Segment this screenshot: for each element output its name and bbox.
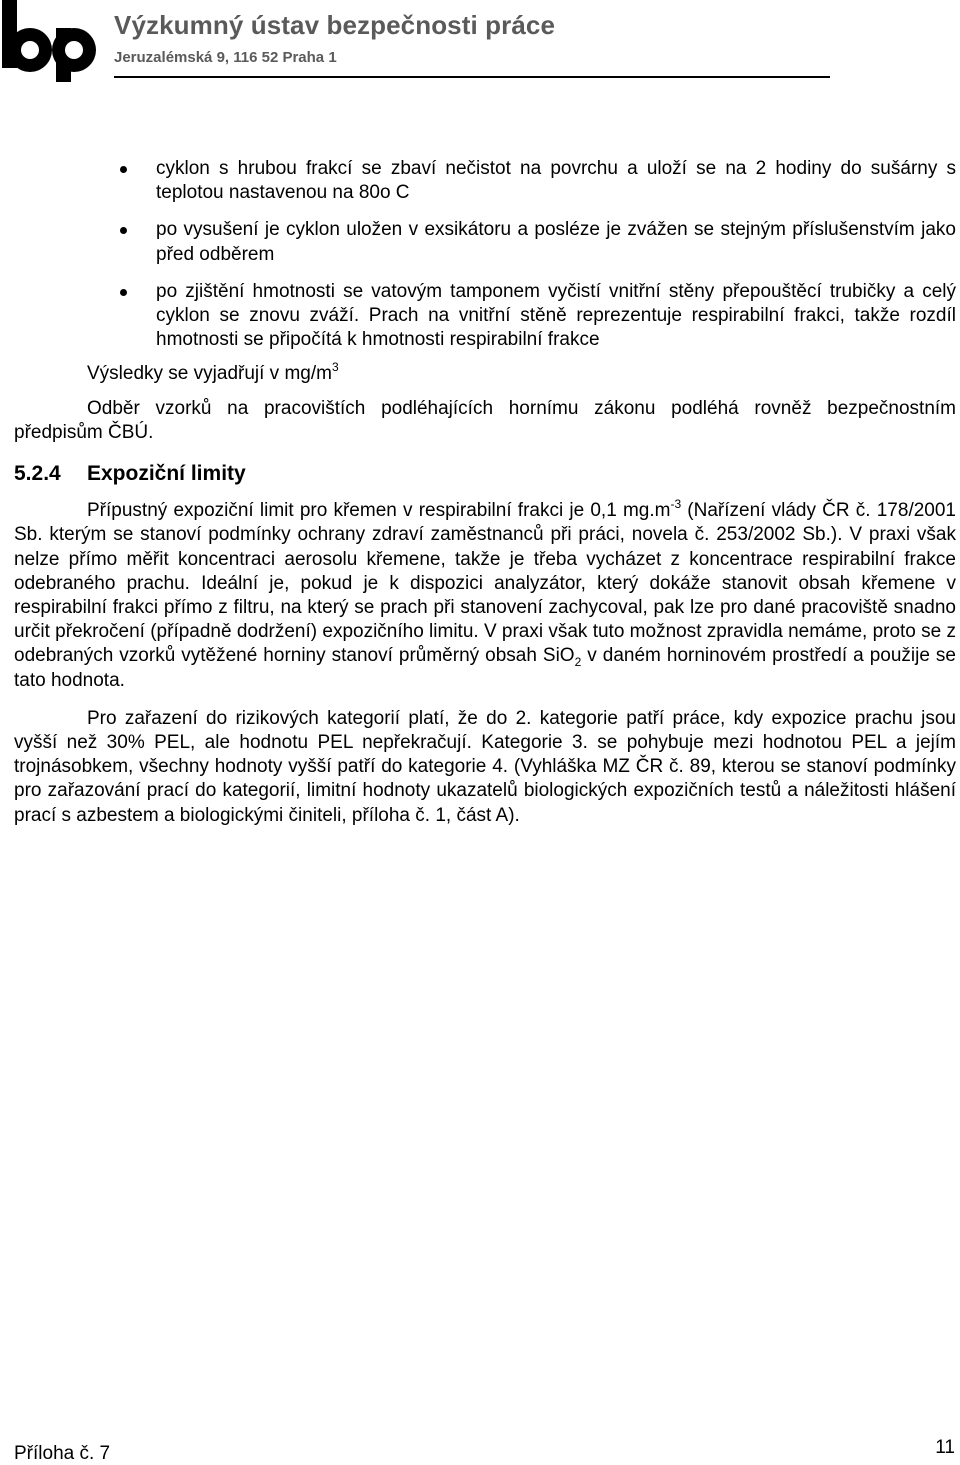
- bullet-icon: [120, 289, 127, 296]
- risk-categories-paragraph: Pro zařazení do rizikových kategorií platí, že do 2. kategorie patří práce, kdy expozice prachu jsou vyšší než 30% PEL, ale hodnotu PEL nepřekračují. Kategorie 3. se pohybuje mezi hodnotou PEL a jejím trojnásobkem, všechny hodnoty vyšší patří do kategorie 4. (Vyhláška MZ ČR č. 89, kterou se stanoví podmínky pro zařazování prací do kategorií, limitní hodnoty ukazatelů biologických expozičních testů a náležitosti hlášení prací s azbestem a biologickými činiteli, příloha č. 1, část A).: [14, 707, 956, 826]
- sio2-subscript: 2: [574, 655, 582, 670]
- procedure-list: [14, 157, 956, 352]
- limits-text-part3: v daném horninovém prostředí a použije se tato hodnota.: [14, 645, 956, 691]
- exposure-limits-paragraph: [14, 496, 956, 693]
- list-item: [14, 280, 956, 353]
- section-number: 5.2.4: [14, 462, 61, 486]
- organization-name: Výzkumný ústav bezpečnosti práce: [114, 10, 556, 40]
- header-divider: [114, 76, 830, 78]
- list-item-text: po vysušení je cyklon uložen v exsikátoru a posléze je zvážen se stejným příslušenstvím jako před odběrem: [156, 219, 956, 265]
- section-title: Expoziční limity: [87, 462, 246, 486]
- sampling-note: Odběr vzorků na pracovištích podléhajících hornímu zákonu podléhá rovněž bezpečnostním předpisům ČBÚ.: [14, 397, 956, 443]
- results-exponent: 3: [331, 360, 339, 375]
- limits-text-part1: Přípustný expoziční limit pro křemen v respirabilní frakci je 0,1 mg.m: [87, 500, 671, 522]
- results-text: Výsledky se vyjadřují v mg/m: [87, 363, 332, 385]
- organization-address: Jeruzalémská 9, 116 52 Praha 1: [114, 49, 337, 66]
- bullet-icon: [120, 227, 127, 234]
- section-heading: [14, 462, 956, 486]
- results-unit-note: [87, 362, 956, 386]
- main-content: [14, 157, 956, 828]
- list-item: [14, 218, 956, 266]
- page-number: 11: [935, 1437, 955, 1458]
- list-item-text: cyklon s hrubou frakcí se zbaví nečistot na povrchu a uloží se na 2 hodiny do sušárny s teplotou nastavenou na 80o C: [156, 158, 956, 204]
- list-item-text: po zjištění hmotnosti se vatovým tamponem vyčistí vnitřní stěny přepouštěcí trubičky a celý cyklon se znovu zváží. Prach na vnitřní stěně reprezentuje respirabilní frakci, takže rozdíl hmotnosti se připočítá k hmotnosti respirabilní frakce: [156, 280, 956, 351]
- appendix-label: Příloha č. 7: [14, 1443, 111, 1464]
- list-item: [14, 157, 956, 205]
- limits-text-part2: (Nařízení vlády ČR č. 178/2001 Sb. kterým se stanoví podmínky ochrany zdraví zaměstnanců při práci, novela č. 253/2002 Sb.). V praxi však nelze přímo měřit koncentraci aerosolu křemene, takže je třeba vycházet z koncentrace respirabilní frakce odebraného prachu. Ideální je, pokud je k dispozici analyzátor, který dokáže stanovit obsah křemene v respirabilní frakci přímo z filtru, na který se prach při stanovení zachycoval, pak lze pro dané pracoviště snadno určit překročení (případně dodržení) expozičního limitu. V praxi však tuto možnost zpravidla nemáme, proto se z odebraných vzorků vytěžené horniny stanoví průměrný obsah SiO: [14, 500, 956, 667]
- bullet-icon: [120, 166, 127, 173]
- vubp-logo: [0, 0, 100, 82]
- limits-exponent: -3: [670, 496, 682, 511]
